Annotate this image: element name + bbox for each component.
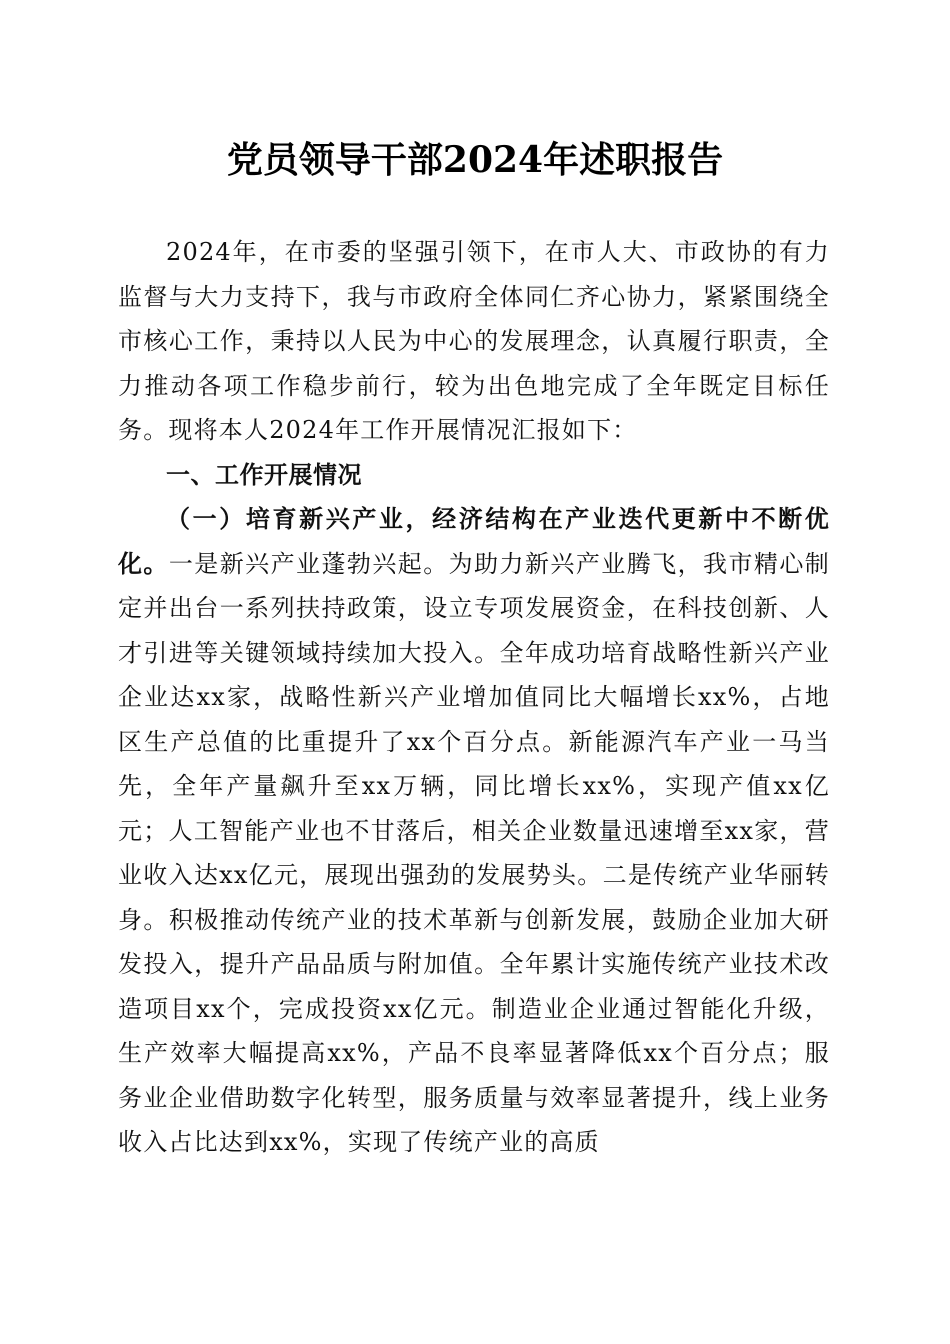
subsection-heading: （一）培育新兴产业，经济结构在产业迭代更新中不断优化。 — [118, 504, 830, 578]
document-title: 党员领导干部2024年述职报告 — [226, 139, 724, 181]
intro-paragraph: 2024年，在市委的坚强引领下，在市人大、市政协的有力监督与大力支持下，我与市政府全体同仁齐心协力，紧紧围绕全市核心工作，秉持以人民为中心的发展理念，认真履行职责，全力推动各项工作稳步前行，较为出色地完成了全年既定目标任务。现将本人2024年工作开展情况汇报如下： — [118, 238, 830, 444]
section-heading: 一、工作开展情况 — [166, 460, 362, 489]
subsection-paragraph — [118, 497, 830, 1165]
subsection-body: 一是新兴产业蓬勃兴起。为助力新兴产业腾飞，我市精心制定并出台一系列扶持政策，设立专项发展资金，在科技创新、人才引进等关键领域持续加大投入。全年成功培育战略性新兴产业企业达xx家，战略性新兴产业增加值同比大幅增长xx%，占地区生产总值的比重提升了xx个百分点。新能源汽车产业一马当先，全年产量飙升至xx万辆，同比增长xx%，实现产值xx亿元；人工智能产业也不甘落后，相关企业数量迅速增至xx家，营业收入达xx亿元，展现出强劲的发展势头。二是传统产业华丽转身。积极推动传统产业的技术革新与创新发展，鼓励企业加大研发投入，提升产品品质与附加值。全年累计实施传统产业技术改造项目xx个，完成投资xx亿元。制造业企业通过智能化升级，生产效率大幅提高xx%，产品不良率显著降低xx个百分点；服务业企业借助数字化转型，服务质量与效率显著提升，线上业务收入占比达到xx%，实现了传统产业的高质 — [118, 549, 830, 1156]
document-body — [118, 230, 830, 1165]
